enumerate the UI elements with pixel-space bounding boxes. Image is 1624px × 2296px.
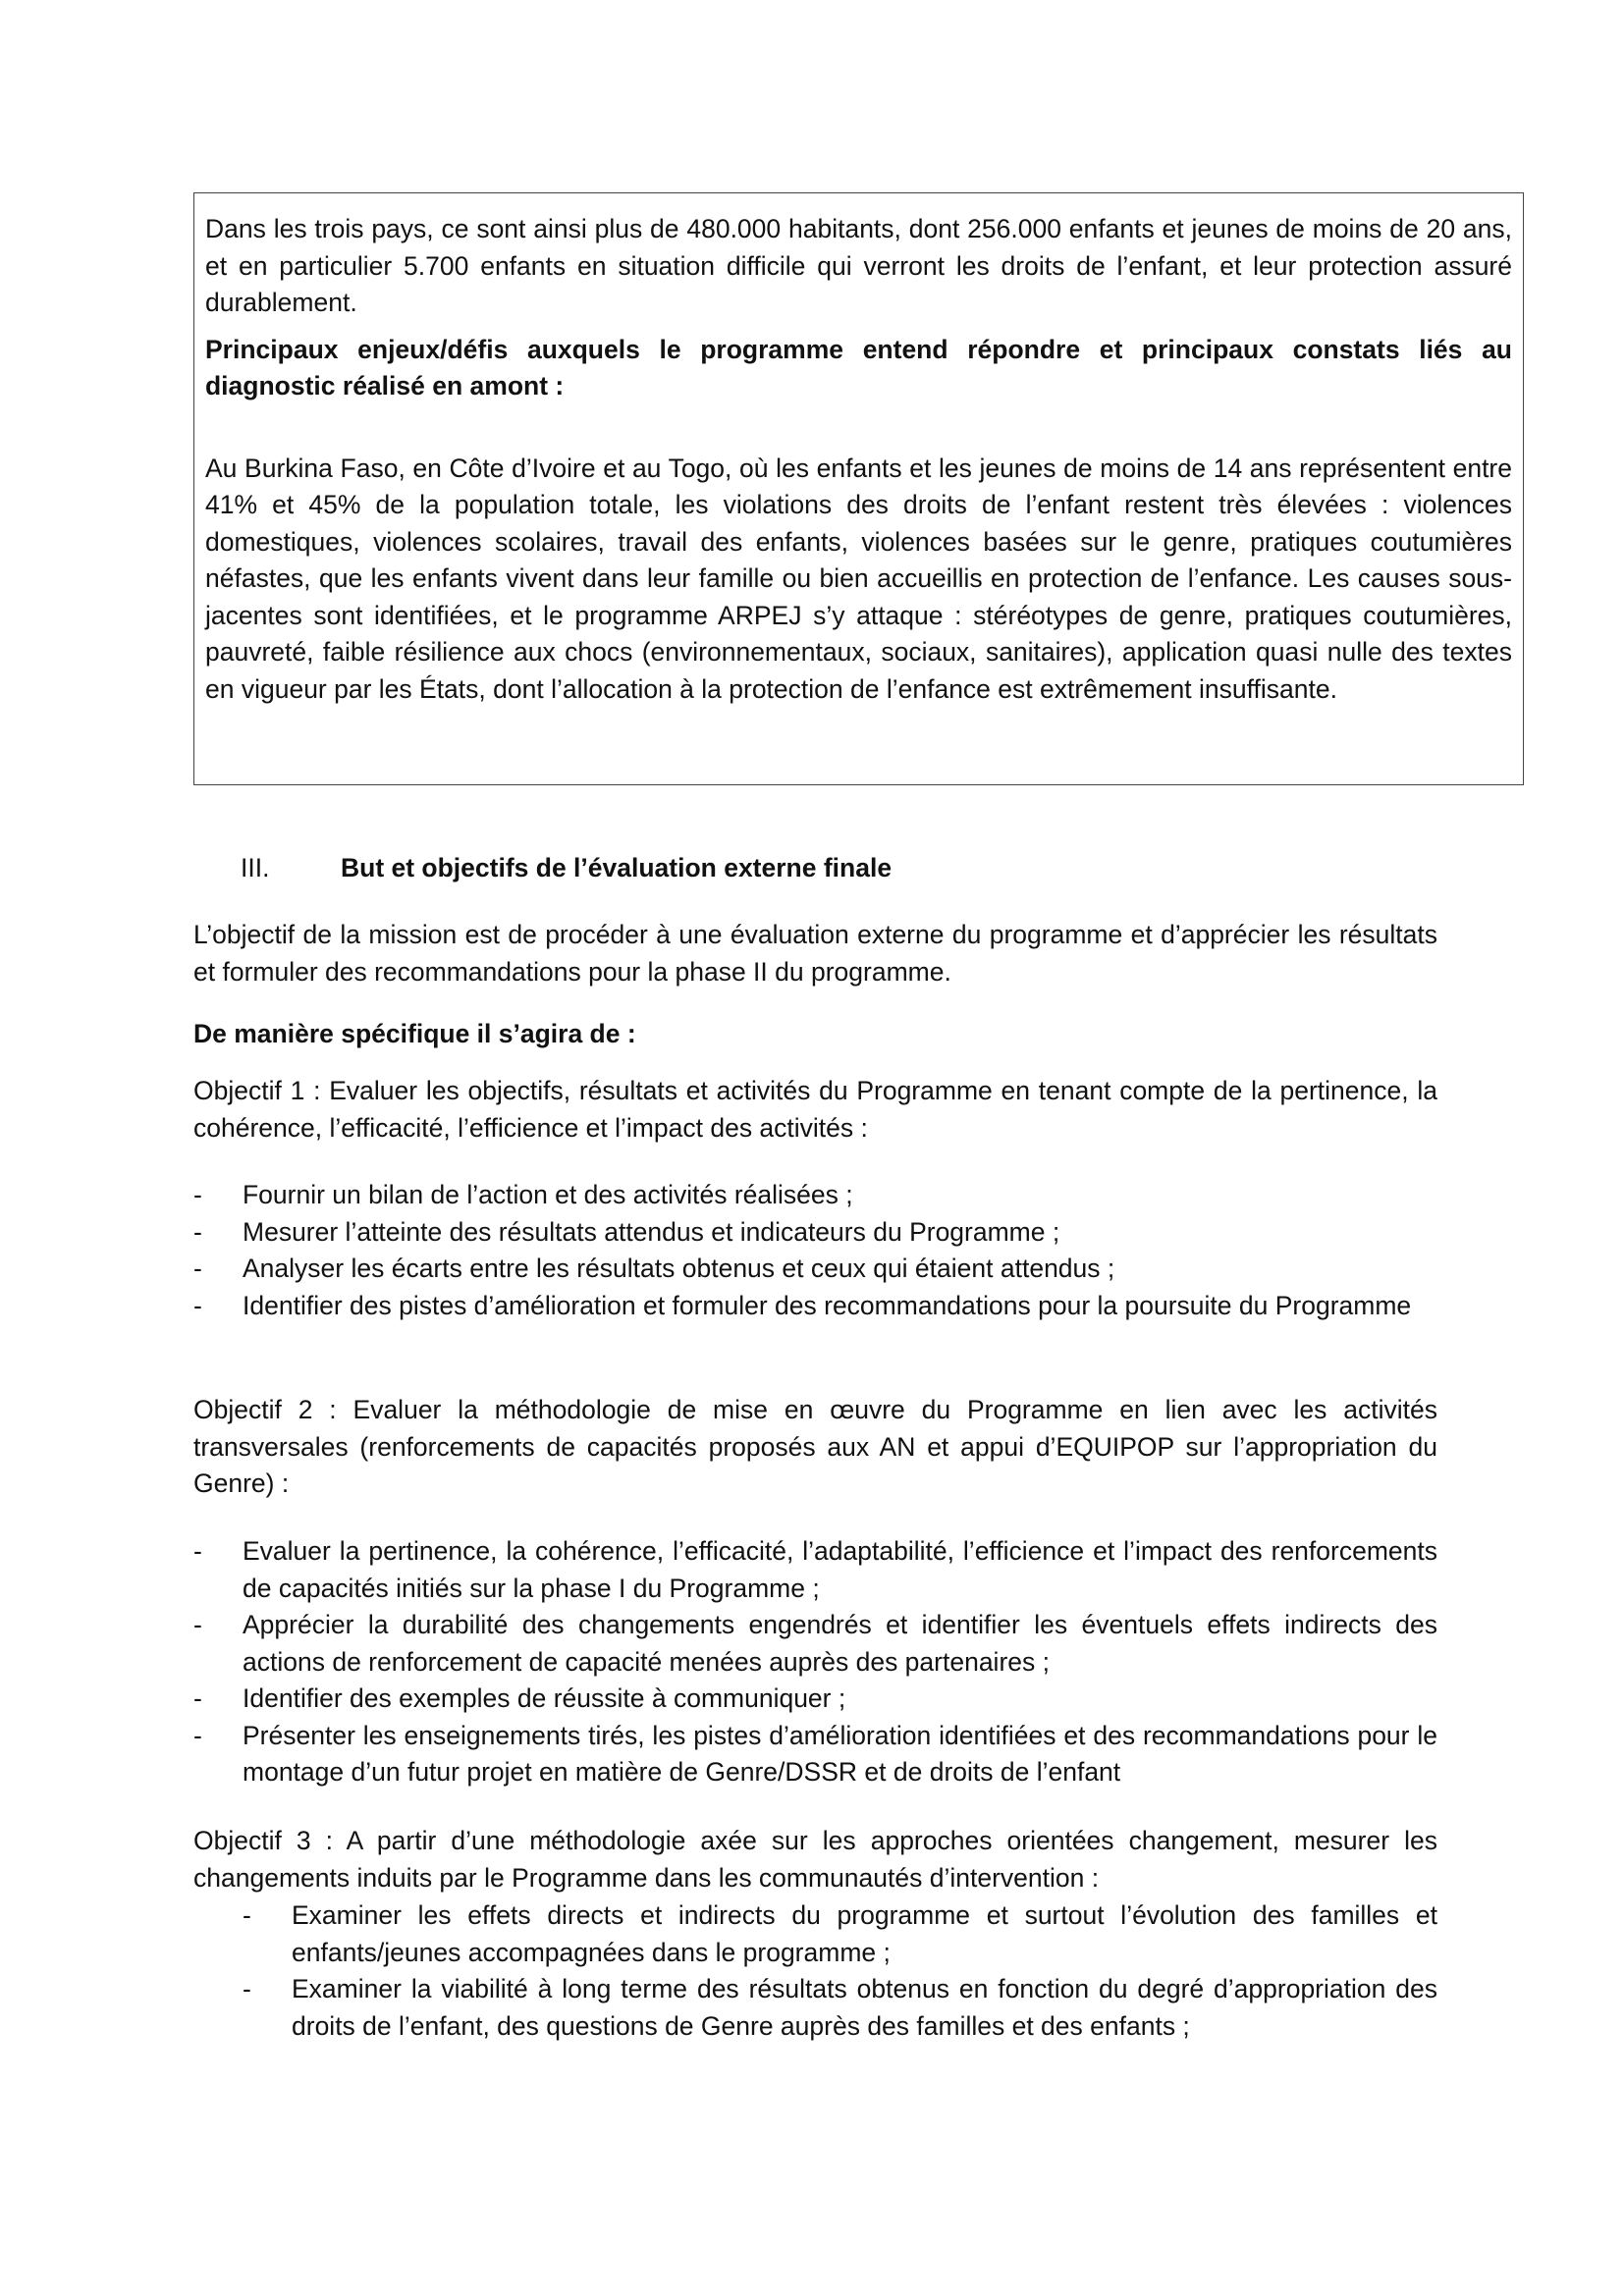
section-number: III.: [241, 853, 270, 882]
list-item: - Evaluer la pertinence, la cohérence, l’efficacité, l’adaptabilité, l’efficience et l’impact des renforcements de capacités initiés sur la phase I du Programme ;: [193, 1536, 1437, 1603]
objective-2: Objectif 2 : Evaluer la méthodologie de mise en œuvre du Programme en lien avec les activités transversales (renforcements de capacités proposés aux AN et appui d’EQUIPOP sur l’appropriation du Genre) :: [193, 1395, 1437, 1498]
context-box: [193, 192, 1524, 785]
list-item: - Fournir un bilan de l’action et des activités réalisées ;: [193, 1180, 853, 1209]
list-item: - Apprécier la durabilité des changements engendrés et identifier les éventuels effets indirects des actions de renforcement de capacité menées auprès des partenaires ;: [193, 1610, 1437, 1677]
challenges-paragraph: Au Burkina Faso, en Côte d’Ivoire et au Togo, où les enfants et les jeunes de moins de 14 ans représentent entre 41% et 45% de la population totale, les violations des droits de l’enfant restent très élevées : violences domestiques, violences scolaires, travail des enfants, violences basées sur le genre, pratiques coutumières néfastes, que les enfants vivent dans leur famille ou bien accueillis en protection de l’enfance. Les causes sous-jacentes sont identifiées, et le programme ARPEJ s’y attaque : stéréotypes de genre, pratiques coutumières, pauvreté, faible résilience aux chocs (environnementaux, sociaux, sanitaires), application quasi nulle des textes en vigueur par les États, dont l’allocation à la protection de l’enfance est extrêmement insuffisante.: [205, 453, 1512, 704]
objective-3-list: [193, 1897, 1437, 2045]
specific-heading: De manière spécifique il s’agira de :: [193, 1019, 636, 1048]
objective-1: Objectif 1 : Evaluer les objectifs, résultats et activités du Programme en tenant compte de la pertinence, la cohérence, l’efficacité, l’efficience et l’impact des activités :: [193, 1076, 1437, 1143]
list-item: - Examiner les effets directs et indirects du programme et surtout l’évolution des familles et enfants/jeunes accompagnées dans le programme ;: [243, 1900, 1437, 1967]
list-item: - Analyser les écarts entre les résultats obtenus et ceux qui étaient attendus ;: [193, 1254, 1115, 1283]
list-item: - Identifier des exemples de réussite à communiquer ;: [193, 1683, 846, 1713]
mission-intro: L’objectif de la mission est de procéder à une évaluation externe du programme et d’apprécier les résultats et formuler des recommandations pour la phase II du programme.: [193, 920, 1437, 987]
list-item: - Examiner la viabilité à long terme des résultats obtenus en fonction du degré d’appropriation des droits de l’enfant, des questions de Genre auprès des familles et des enfants ;: [243, 1974, 1437, 2041]
section-heading: [241, 850, 892, 887]
section-title: But et objectifs de l’évaluation externe finale: [341, 853, 893, 882]
context-paragraph: Dans les trois pays, ce sont ainsi plus de 480.000 habitants, dont 256.000 enfants et jeunes de moins de 20 ans, et en particulier 5.700 enfants en situation difficile qui verront les droits de l’enfant, et leur protection assuré durablement.: [205, 214, 1512, 317]
list-item: - Présenter les enseignements tirés, les pistes d’amélioration identifiées et des recommandations pour le montage d’un futur projet en matière de Genre/DSSR et de droits de l’enfant: [193, 1720, 1437, 1787]
list-item: - Mesurer l’atteinte des résultats attendus et indicateurs du Programme ;: [193, 1216, 1060, 1247]
objective-3: Objectif 3 : A partir d’une méthodologie axée sur les approches orientées changement, mesurer les changements induits par le Programme dans les communautés d’intervention :: [193, 1826, 1437, 1893]
challenges-heading: Principaux enjeux/défis auxquels le programme entend répondre et principaux constats liés au diagnostic réalisé en amont :: [205, 334, 1512, 400]
list-item: - Identifier des pistes d’amélioration et formuler des recommandations pour la poursuite du Programme: [193, 1290, 1412, 1320]
objective-2-list: [193, 1533, 1437, 1791]
objective-1-list: [193, 1177, 1437, 1324]
